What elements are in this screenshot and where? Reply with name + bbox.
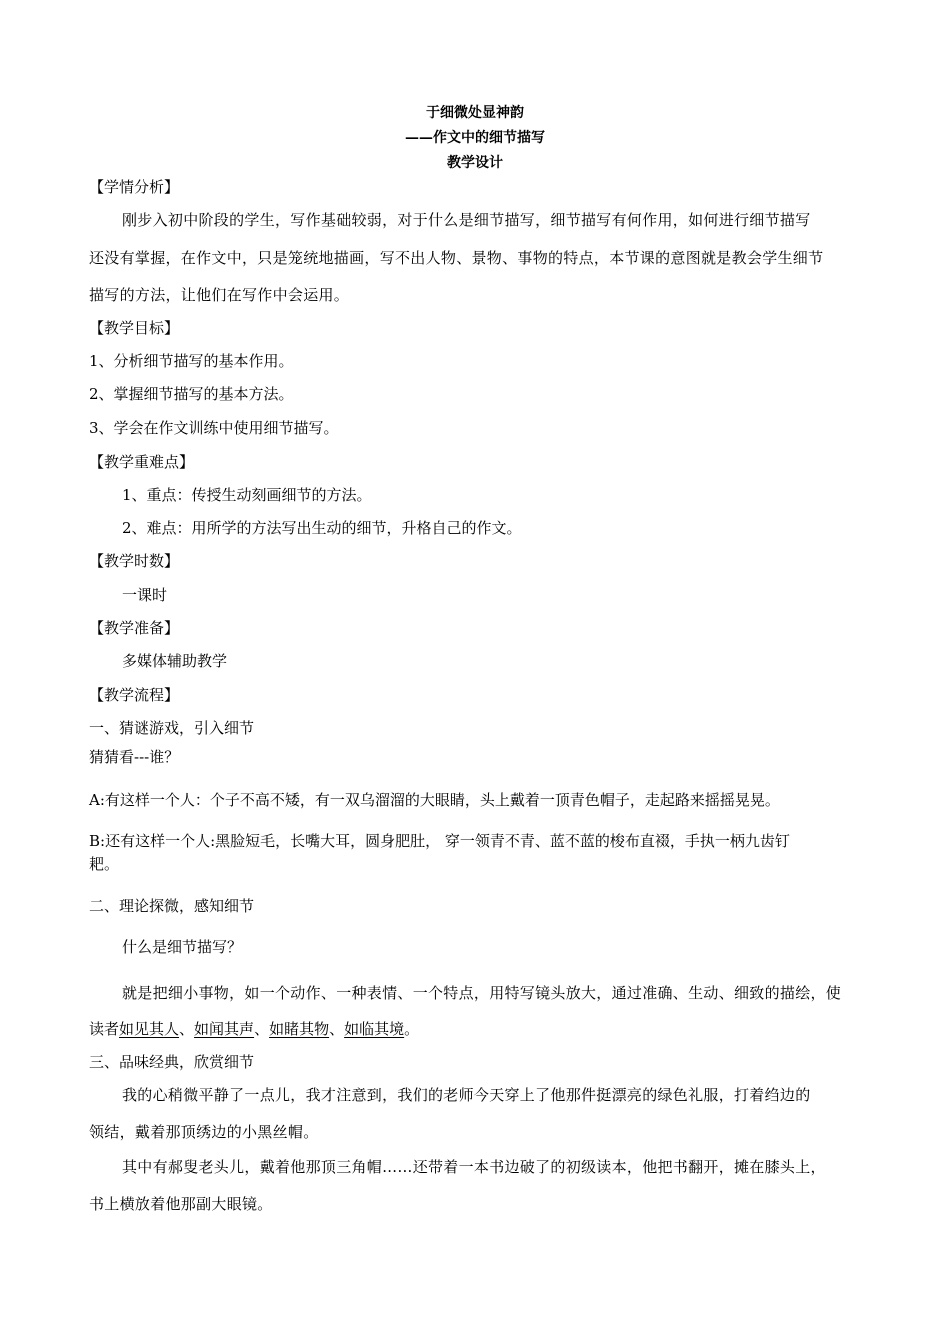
step-title: 二、理论探微，感知细节 <box>89 897 255 915</box>
goal-item: 2、掌握细节描写的基本方法。 <box>89 385 294 403</box>
preparation-heading: 【教学准备】 <box>89 619 180 637</box>
analysis-paragraph-line: 刚步入初中阶段的学生，写作基础较弱，对于什么是细节描写，细节描写有何作用，如何进行细节描写 <box>122 211 811 229</box>
goal-item: 3、学会在作文训练中使用细节描写。 <box>89 419 339 437</box>
riddle-b-line: B:还有这样一个人:黑脸短毛，长嘴大耳，圆身肥肚， 穿一领青不青、蓝不蓝的梭布直裰，手执一柄九齿钉 <box>89 832 790 850</box>
separator: 、 <box>179 1020 195 1038</box>
separator: 、 <box>329 1020 345 1038</box>
class-hours-heading: 【教学时数】 <box>89 552 180 570</box>
underlined-phrase: 如见其人 <box>119 1020 180 1038</box>
definition-prefix: 读者 <box>89 1020 120 1038</box>
underlined-phrase: 如闻其声 <box>194 1020 255 1038</box>
riddle-b-line: 耙。 <box>89 855 120 873</box>
definition-line: 就是把细小事物，如一个动作、一种表情、一个特点，用特写镜头放大，通过准确、生动、细致的描绘，使 <box>122 984 842 1002</box>
key-point-item: 2、难点：用所学的方法写出生动的细节，升格自己的作文。 <box>122 519 522 537</box>
analysis-paragraph-line: 还没有掌握，在作文中，只是笼统地描画，写不出人物、景物、事物的特点，本节课的意图就是教会学生细节 <box>89 249 824 267</box>
step-question: 什么是细节描写？ <box>122 938 243 956</box>
step-title: 一、猜谜游戏，引入细节 <box>89 719 255 737</box>
document-subtitle: ——作文中的细节描写 <box>405 130 545 146</box>
analysis-paragraph-line: 描写的方法，让他们在写作中会运用。 <box>89 286 350 304</box>
document-title: 于细微处显神韵 <box>426 105 524 121</box>
class-hours-value: 一课时 <box>122 586 168 604</box>
key-point-item: 1、重点：传授生动刻画细节的方法。 <box>122 486 372 504</box>
definition-line <box>89 1019 419 1039</box>
separator: 、 <box>254 1020 270 1038</box>
excerpt-line: 书上横放着他那副大眼镜。 <box>89 1195 273 1213</box>
underlined-phrase: 如临其境 <box>344 1020 405 1038</box>
goals-heading: 【教学目标】 <box>89 319 180 337</box>
document-type-label: 教学设计 <box>447 155 503 171</box>
preparation-value: 多媒体辅助教学 <box>122 652 228 670</box>
sentence-end: 。 <box>404 1020 420 1038</box>
excerpt-line: 我的心稍微平静了一点儿，我才注意到，我们的老师今天穿上了他那件挺漂亮的绿色礼服，打着绉边的 <box>122 1086 811 1104</box>
riddle-a: A:有这样一个人：个子不高不矮，有一双乌溜溜的大眼睛，头上戴着一顶青色帽子，走起路来摇摇晃晃。 <box>89 791 780 809</box>
process-heading: 【教学流程】 <box>89 686 180 704</box>
goal-item: 1、分析细节描写的基本作用。 <box>89 352 294 370</box>
step-text: 猜猜看---谁？ <box>89 748 180 766</box>
excerpt-line: 其中有郝叟老头儿，戴着他那顶三角帽……还带着一本书边破了的初级读本，他把书翻开，摊在膝头上， <box>122 1158 826 1176</box>
analysis-heading: 【学情分析】 <box>89 178 180 196</box>
step-title: 三、品味经典，欣赏细节 <box>89 1053 255 1071</box>
key-points-heading: 【教学重难点】 <box>89 453 195 471</box>
underlined-phrase: 如睹其物 <box>269 1020 330 1038</box>
excerpt-line: 领结，戴着那顶绣边的小黑丝帽。 <box>89 1123 319 1141</box>
